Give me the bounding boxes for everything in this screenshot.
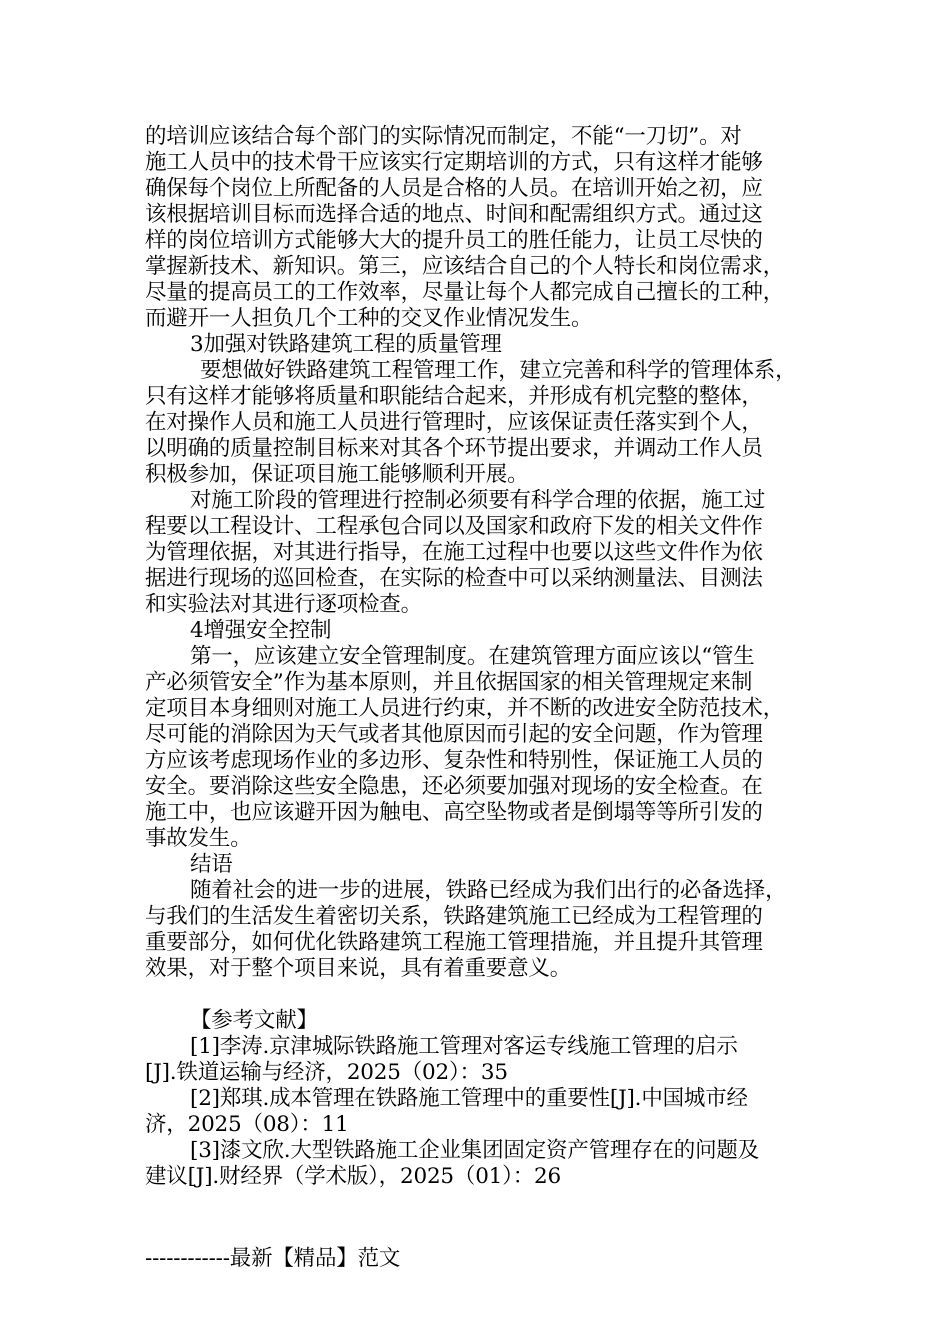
reference-line: 济，2025（08）：11 xyxy=(145,1112,349,1137)
body-line: 事故发生。 xyxy=(145,826,252,851)
body-line: 的培训应该结合每个部门的实际情况而制定，不能“一刀切”。对 xyxy=(145,124,742,149)
body-line: 产必须管安全”作为基本原则，并且依据国家的相关管理规定来制 xyxy=(145,670,753,695)
body-line: 与我们的生活发生着密切关系，铁路建筑施工已经成为工程管理的 xyxy=(145,904,763,929)
body-line: 和实验法对其进行逐项检查。 xyxy=(145,592,422,617)
body-line: 在对操作人员和施工人员进行管理时，应该保证责任落实到个人， xyxy=(145,410,763,435)
body-line: 程要以工程设计、工程承包合同以及国家和政府下发的相关文件作 xyxy=(145,514,763,539)
body-line: 要想做好铁路建筑工程管理工作，建立完善和科学的管理体系， xyxy=(200,358,797,383)
reference-line: [1]李涛.京津城际铁路施工管理对客运专线施工管理的启示 xyxy=(190,1034,738,1059)
body-line: 据进行现场的巡回检查，在实际的检查中可以采纳测量法、目测法 xyxy=(145,566,763,591)
body-line: 安全。要消除这些安全隐患，还必须要加强对现场的安全检查。在 xyxy=(145,774,763,799)
body-line: 而避开一人担负几个工种的交叉作业情况发生。 xyxy=(145,306,593,331)
body-line: 以明确的质量控制目标来对其各个环节提出要求，并调动工作人员 xyxy=(145,436,763,461)
body-line: 方应该考虑现场作业的多边形、复杂性和特别性，保证施工人员的 xyxy=(145,748,763,773)
body-line: 样的岗位培训方式能够大大的提升员工的胜任能力，让员工尽快的 xyxy=(145,228,763,253)
body-line: 尽量的提高员工的工作效率，尽量让每个人都完成自己擅长的工种， xyxy=(145,280,785,305)
body-line: 尽可能的消除因为天气或者其他原因而引起的安全问题，作为管理 xyxy=(145,722,763,747)
body-line: 重要部分，如何优化铁路建筑工程施工管理措施，并且提升其管理 xyxy=(145,930,763,955)
section-heading: 3加强对铁路建筑工程的质量管理 xyxy=(190,332,502,357)
body-line: 随着社会的进一步的进展，铁路已经成为我们出行的必备选择， xyxy=(190,878,787,903)
references-heading: 【参考文献】 xyxy=(190,1008,318,1033)
reference-line: [2]郑琪.成本管理在铁路施工管理中的重要性[J].中国城市经 xyxy=(190,1086,748,1111)
body-line: 确保每个岗位上所配备的人员是合格的人员。在培训开始之初，应 xyxy=(145,176,763,201)
section-heading: 4增强安全控制 xyxy=(190,618,332,643)
reference-line: 建议[J].财经界（学术版），2025（01）：26 xyxy=(145,1164,561,1189)
body-line: 对施工阶段的管理进行控制必须要有科学合理的依据，施工过 xyxy=(190,488,766,513)
body-line: 为管理依据，对其进行指导，在施工过程中也要以这些文件作为依 xyxy=(145,540,763,565)
section-heading: 结语 xyxy=(190,852,233,877)
body-line: 施工人员中的技术骨干应该实行定期培训的方式，只有这样才能够 xyxy=(145,150,763,175)
body-line: 效果，对于整个项目来说，具有着重要意义。 xyxy=(145,956,572,981)
body-line: 该根据培训目标而选择合适的地点、时间和配需组织方式。通过这 xyxy=(145,202,763,227)
body-line: 施工中，也应该避开因为触电、高空坠物或者是倒塌等等所引发的 xyxy=(145,800,763,825)
body-line: 积极参加，保证项目施工能够顺利开展。 xyxy=(145,462,529,487)
body-line: 只有这样才能够将质量和职能结合起来，并形成有机完整的整体， xyxy=(145,384,763,409)
body-line: 第一，应该建立安全管理制度。在建筑管理方面应该以“管生 xyxy=(190,644,755,669)
body-line: 掌握新技术、新知识。第三，应该结合自己的个人特长和岗位需求， xyxy=(145,254,785,279)
reference-line: [3]漆文欣.大型铁路施工企业集团固定资产管理存在的问题及 xyxy=(190,1138,759,1163)
body-line: 定项目本身细则对施工人员进行约束，并不断的改进安全防范技术， xyxy=(145,696,785,721)
reference-line: [J].铁道运输与经济，2025（02）：35 xyxy=(145,1060,508,1085)
footer-text: ------------最新【精品】范文 xyxy=(145,1246,401,1271)
